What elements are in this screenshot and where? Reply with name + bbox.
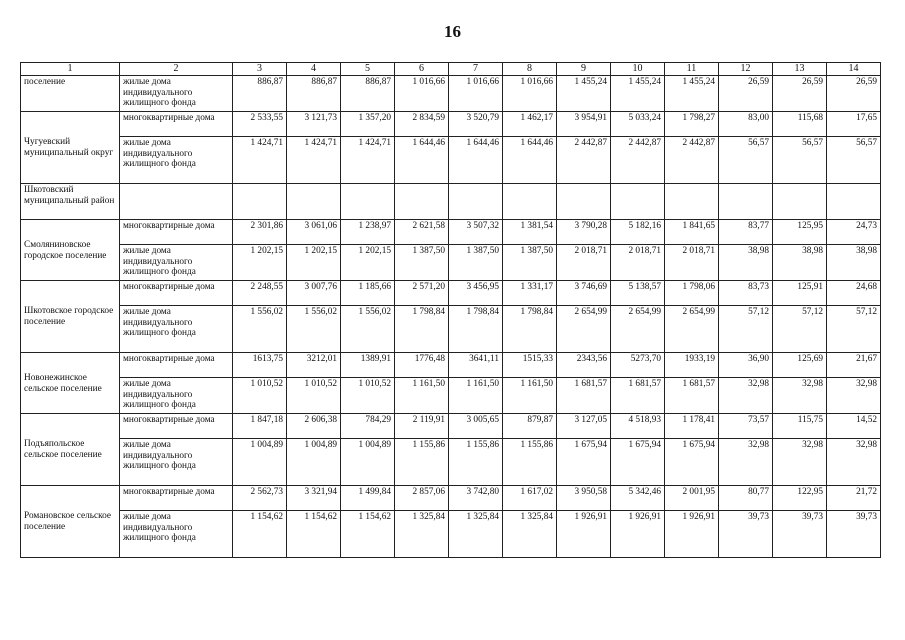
- table-row: [21, 245, 881, 281]
- value-cell-col-11: 2 018,71: [665, 245, 719, 281]
- value-cell-col-13: 115,75: [773, 414, 827, 439]
- value-cell-col-3: 2 562,73: [233, 486, 287, 511]
- value-cell-col-12: 57,12: [719, 306, 773, 353]
- municipality-cell: Романовское сельское поселение: [21, 486, 120, 558]
- value-cell-col-5: 784,29: [341, 414, 395, 439]
- housing-type-cell: жилые дома индивидуального жилищного фонда: [120, 137, 233, 184]
- column-header-6: 6: [395, 63, 449, 76]
- table-row: [21, 281, 881, 306]
- value-cell-col-9: 2 018,71: [557, 245, 611, 281]
- housing-type-cell: жилые дома индивидуального жилищного фонда: [120, 306, 233, 353]
- value-cell-col-14: 24,73: [827, 220, 881, 245]
- value-cell-col-12: 36,90: [719, 353, 773, 378]
- value-cell-col-6: 1 325,84: [395, 511, 449, 558]
- value-cell-col-7: 1 155,86: [449, 439, 503, 486]
- value-cell-col-4: 1 556,02: [287, 306, 341, 353]
- tariff-table: [20, 62, 881, 558]
- column-header-9: 9: [557, 63, 611, 76]
- value-cell-col-10: [611, 184, 665, 220]
- value-cell-col-11: 1 798,27: [665, 112, 719, 137]
- value-cell-col-7: 3 456,95: [449, 281, 503, 306]
- value-cell-col-7: 1 387,50: [449, 245, 503, 281]
- value-cell-col-4: 886,87: [287, 76, 341, 112]
- value-cell-col-5: 1 357,20: [341, 112, 395, 137]
- table-body: [21, 63, 881, 558]
- value-cell-col-13: 38,98: [773, 245, 827, 281]
- housing-type-cell: многоквартирные дома: [120, 414, 233, 439]
- value-cell-col-7: 1 644,46: [449, 137, 503, 184]
- value-cell-col-7: 3 507,32: [449, 220, 503, 245]
- value-cell-col-14: [827, 184, 881, 220]
- column-header-12: 12: [719, 63, 773, 76]
- value-cell-col-8: 1 462,17: [503, 112, 557, 137]
- table-row: [21, 511, 881, 558]
- value-cell-col-14: 56,57: [827, 137, 881, 184]
- housing-type-cell: многоквартирные дома: [120, 486, 233, 511]
- value-cell-col-3: 1 202,15: [233, 245, 287, 281]
- value-cell-col-8: 1 155,86: [503, 439, 557, 486]
- value-cell-col-4: 2 606,38: [287, 414, 341, 439]
- value-cell-col-5: 1 238,97: [341, 220, 395, 245]
- value-cell-col-8: 1 325,84: [503, 511, 557, 558]
- value-cell-col-3: 1 556,02: [233, 306, 287, 353]
- value-cell-col-3: 1 154,62: [233, 511, 287, 558]
- table-row: [21, 184, 881, 220]
- value-cell-col-13: 56,57: [773, 137, 827, 184]
- value-cell-col-3: 2 248,55: [233, 281, 287, 306]
- value-cell-col-4: 3212,01: [287, 353, 341, 378]
- housing-type-cell: жилые дома индивидуального жилищного фонда: [120, 439, 233, 486]
- value-cell-col-6: 2 119,91: [395, 414, 449, 439]
- value-cell-col-10: 2 442,87: [611, 137, 665, 184]
- value-cell-col-9: 1 926,91: [557, 511, 611, 558]
- value-cell-col-4: 3 007,76: [287, 281, 341, 306]
- value-cell-col-5: 1 556,02: [341, 306, 395, 353]
- value-cell-col-8: [503, 184, 557, 220]
- value-cell-col-4: 3 121,73: [287, 112, 341, 137]
- value-cell-col-5: 1389,91: [341, 353, 395, 378]
- value-cell-col-3: 2 533,55: [233, 112, 287, 137]
- value-cell-col-8: 1 798,84: [503, 306, 557, 353]
- value-cell-col-6: 2 857,06: [395, 486, 449, 511]
- table-row: [21, 439, 881, 486]
- value-cell-col-3: 1 847,18: [233, 414, 287, 439]
- municipality-cell: поселение: [21, 76, 120, 112]
- value-cell-col-3: 1 424,71: [233, 137, 287, 184]
- value-cell-col-5: 886,87: [341, 76, 395, 112]
- value-cell-col-11: 1 681,57: [665, 378, 719, 414]
- table-row: [21, 76, 881, 112]
- value-cell-col-12: 32,98: [719, 439, 773, 486]
- value-cell-col-10: 5 342,46: [611, 486, 665, 511]
- column-header-3: 3: [233, 63, 287, 76]
- value-cell-col-14: 24,68: [827, 281, 881, 306]
- value-cell-col-5: 1 004,89: [341, 439, 395, 486]
- value-cell-col-14: 21,67: [827, 353, 881, 378]
- value-cell-col-11: 2 654,99: [665, 306, 719, 353]
- value-cell-col-9: 3 790,28: [557, 220, 611, 245]
- value-cell-col-6: [395, 184, 449, 220]
- value-cell-col-5: 1 202,15: [341, 245, 395, 281]
- value-cell-col-5: [341, 184, 395, 220]
- table-row: [21, 306, 881, 353]
- value-cell-col-13: 122,95: [773, 486, 827, 511]
- value-cell-col-6: 1 155,86: [395, 439, 449, 486]
- table-row: [21, 112, 881, 137]
- column-header-7: 7: [449, 63, 503, 76]
- value-cell-col-8: 1 161,50: [503, 378, 557, 414]
- value-cell-col-11: 2 442,87: [665, 137, 719, 184]
- value-cell-col-6: 1 016,66: [395, 76, 449, 112]
- value-cell-col-4: 1 010,52: [287, 378, 341, 414]
- value-cell-col-3: 1613,75: [233, 353, 287, 378]
- table-row: [21, 137, 881, 184]
- value-cell-col-14: 32,98: [827, 439, 881, 486]
- value-cell-col-8: 1 387,50: [503, 245, 557, 281]
- municipality-cell: Подъяпольское сельское поселение: [21, 414, 120, 486]
- value-cell-col-6: 1 387,50: [395, 245, 449, 281]
- value-cell-col-5: 1 499,84: [341, 486, 395, 511]
- value-cell-col-11: 1 178,41: [665, 414, 719, 439]
- value-cell-col-13: 26,59: [773, 76, 827, 112]
- value-cell-col-3: 2 301,86: [233, 220, 287, 245]
- municipality-cell: Чугуевский муниципальный округ: [21, 112, 120, 184]
- value-cell-col-5: 1 010,52: [341, 378, 395, 414]
- value-cell-col-8: 1 016,66: [503, 76, 557, 112]
- value-cell-col-6: 1 161,50: [395, 378, 449, 414]
- value-cell-col-7: 1 325,84: [449, 511, 503, 558]
- value-cell-col-4: 1 004,89: [287, 439, 341, 486]
- value-cell-col-4: 3 321,94: [287, 486, 341, 511]
- value-cell-col-8: 1 381,54: [503, 220, 557, 245]
- value-cell-col-10: 1 675,94: [611, 439, 665, 486]
- table-row: [21, 414, 881, 439]
- value-cell-col-10: 4 518,93: [611, 414, 665, 439]
- value-cell-col-6: 2 621,58: [395, 220, 449, 245]
- value-cell-col-11: 1 798,06: [665, 281, 719, 306]
- value-cell-col-10: 1 926,91: [611, 511, 665, 558]
- value-cell-col-14: 17,65: [827, 112, 881, 137]
- value-cell-col-14: 57,12: [827, 306, 881, 353]
- value-cell-col-12: 26,59: [719, 76, 773, 112]
- value-cell-col-9: 3 127,05: [557, 414, 611, 439]
- value-cell-col-10: 5 138,57: [611, 281, 665, 306]
- value-cell-col-7: 1 016,66: [449, 76, 503, 112]
- value-cell-col-13: 115,68: [773, 112, 827, 137]
- column-header-10: 10: [611, 63, 665, 76]
- value-cell-col-6: 2 834,59: [395, 112, 449, 137]
- value-cell-col-8: 1 617,02: [503, 486, 557, 511]
- value-cell-col-8: 1515,33: [503, 353, 557, 378]
- column-header-2: 2: [120, 63, 233, 76]
- value-cell-col-5: 1 154,62: [341, 511, 395, 558]
- municipality-cell: Шкотовский муниципальный район: [21, 184, 120, 220]
- value-cell-col-7: 1 161,50: [449, 378, 503, 414]
- value-cell-col-14: 39,73: [827, 511, 881, 558]
- value-cell-col-9: [557, 184, 611, 220]
- value-cell-col-11: 1 455,24: [665, 76, 719, 112]
- value-cell-col-11: 1 926,91: [665, 511, 719, 558]
- page-number: 16: [444, 22, 461, 41]
- value-cell-col-8: 1 644,46: [503, 137, 557, 184]
- value-cell-col-6: 2 571,20: [395, 281, 449, 306]
- value-cell-col-12: 56,57: [719, 137, 773, 184]
- value-cell-col-10: 1 455,24: [611, 76, 665, 112]
- value-cell-col-10: 1 681,57: [611, 378, 665, 414]
- table-row: [21, 378, 881, 414]
- housing-type-cell: [120, 184, 233, 220]
- value-cell-col-13: 39,73: [773, 511, 827, 558]
- value-cell-col-7: 1 798,84: [449, 306, 503, 353]
- value-cell-col-13: 32,98: [773, 439, 827, 486]
- value-cell-col-4: [287, 184, 341, 220]
- value-cell-col-9: 2 442,87: [557, 137, 611, 184]
- value-cell-col-7: 3641,11: [449, 353, 503, 378]
- value-cell-col-10: 2 018,71: [611, 245, 665, 281]
- housing-type-cell: жилые дома индивидуального жилищного фонда: [120, 378, 233, 414]
- value-cell-col-11: 1 841,65: [665, 220, 719, 245]
- value-cell-col-13: 32,98: [773, 378, 827, 414]
- housing-type-cell: жилые дома индивидуального жилищного фонда: [120, 511, 233, 558]
- column-header-8: 8: [503, 63, 557, 76]
- housing-type-cell: многоквартирные дома: [120, 281, 233, 306]
- header-row: [21, 63, 881, 76]
- value-cell-col-9: 1 681,57: [557, 378, 611, 414]
- value-cell-col-10: 5 182,16: [611, 220, 665, 245]
- value-cell-col-5: 1 185,66: [341, 281, 395, 306]
- value-cell-col-12: 38,98: [719, 245, 773, 281]
- value-cell-col-14: 26,59: [827, 76, 881, 112]
- housing-type-cell: многоквартирные дома: [120, 220, 233, 245]
- value-cell-col-10: 5 033,24: [611, 112, 665, 137]
- value-cell-col-8: 1 331,17: [503, 281, 557, 306]
- value-cell-col-14: 32,98: [827, 378, 881, 414]
- value-cell-col-13: 125,69: [773, 353, 827, 378]
- value-cell-col-14: 14,52: [827, 414, 881, 439]
- value-cell-col-4: 1 154,62: [287, 511, 341, 558]
- value-cell-col-9: 3 950,58: [557, 486, 611, 511]
- municipality-cell: Смоляниновское городское поселение: [21, 220, 120, 281]
- municipality-cell: Шкотовское городское поселение: [21, 281, 120, 353]
- municipality-cell: Новонежинское сельское поселение: [21, 353, 120, 414]
- value-cell-col-12: 32,98: [719, 378, 773, 414]
- value-cell-col-3: 1 004,89: [233, 439, 287, 486]
- value-cell-col-12: 73,57: [719, 414, 773, 439]
- column-header-13: 13: [773, 63, 827, 76]
- value-cell-col-11: 1 675,94: [665, 439, 719, 486]
- column-header-4: 4: [287, 63, 341, 76]
- value-cell-col-9: 2343,56: [557, 353, 611, 378]
- column-header-1: 1: [21, 63, 120, 76]
- value-cell-col-6: 1776,48: [395, 353, 449, 378]
- value-cell-col-9: 3 746,69: [557, 281, 611, 306]
- value-cell-col-4: 3 061,06: [287, 220, 341, 245]
- housing-type-cell: многоквартирные дома: [120, 112, 233, 137]
- value-cell-col-3: 886,87: [233, 76, 287, 112]
- value-cell-col-3: [233, 184, 287, 220]
- value-cell-col-3: 1 010,52: [233, 378, 287, 414]
- value-cell-col-12: 83,73: [719, 281, 773, 306]
- value-cell-col-13: 125,95: [773, 220, 827, 245]
- column-header-5: 5: [341, 63, 395, 76]
- value-cell-col-14: 21,72: [827, 486, 881, 511]
- housing-type-cell: жилые дома индивидуального жилищного фонда: [120, 76, 233, 112]
- table-row: [21, 486, 881, 511]
- value-cell-col-12: 83,77: [719, 220, 773, 245]
- value-cell-col-11: 2 001,95: [665, 486, 719, 511]
- value-cell-col-8: 879,87: [503, 414, 557, 439]
- value-cell-col-10: 5273,70: [611, 353, 665, 378]
- value-cell-col-12: 83,00: [719, 112, 773, 137]
- value-cell-col-11: [665, 184, 719, 220]
- value-cell-col-7: 3 520,79: [449, 112, 503, 137]
- column-header-11: 11: [665, 63, 719, 76]
- value-cell-col-9: 1 675,94: [557, 439, 611, 486]
- housing-type-cell: многоквартирные дома: [120, 353, 233, 378]
- value-cell-col-4: 1 424,71: [287, 137, 341, 184]
- value-cell-col-7: 3 742,80: [449, 486, 503, 511]
- value-cell-col-14: 38,98: [827, 245, 881, 281]
- table-row: [21, 220, 881, 245]
- column-header-14: 14: [827, 63, 881, 76]
- value-cell-col-7: 3 005,65: [449, 414, 503, 439]
- value-cell-col-4: 1 202,15: [287, 245, 341, 281]
- table-row: [21, 353, 881, 378]
- value-cell-col-12: [719, 184, 773, 220]
- housing-type-cell: жилые дома индивидуального жилищного фонда: [120, 245, 233, 281]
- value-cell-col-11: 1933,19: [665, 353, 719, 378]
- value-cell-col-9: 3 954,91: [557, 112, 611, 137]
- value-cell-col-10: 2 654,99: [611, 306, 665, 353]
- value-cell-col-13: 125,91: [773, 281, 827, 306]
- value-cell-col-5: 1 424,71: [341, 137, 395, 184]
- value-cell-col-6: 1 798,84: [395, 306, 449, 353]
- value-cell-col-13: [773, 184, 827, 220]
- value-cell-col-7: [449, 184, 503, 220]
- value-cell-col-12: 39,73: [719, 511, 773, 558]
- value-cell-col-6: 1 644,46: [395, 137, 449, 184]
- value-cell-col-13: 57,12: [773, 306, 827, 353]
- value-cell-col-12: 80,77: [719, 486, 773, 511]
- value-cell-col-9: 2 654,99: [557, 306, 611, 353]
- value-cell-col-9: 1 455,24: [557, 76, 611, 112]
